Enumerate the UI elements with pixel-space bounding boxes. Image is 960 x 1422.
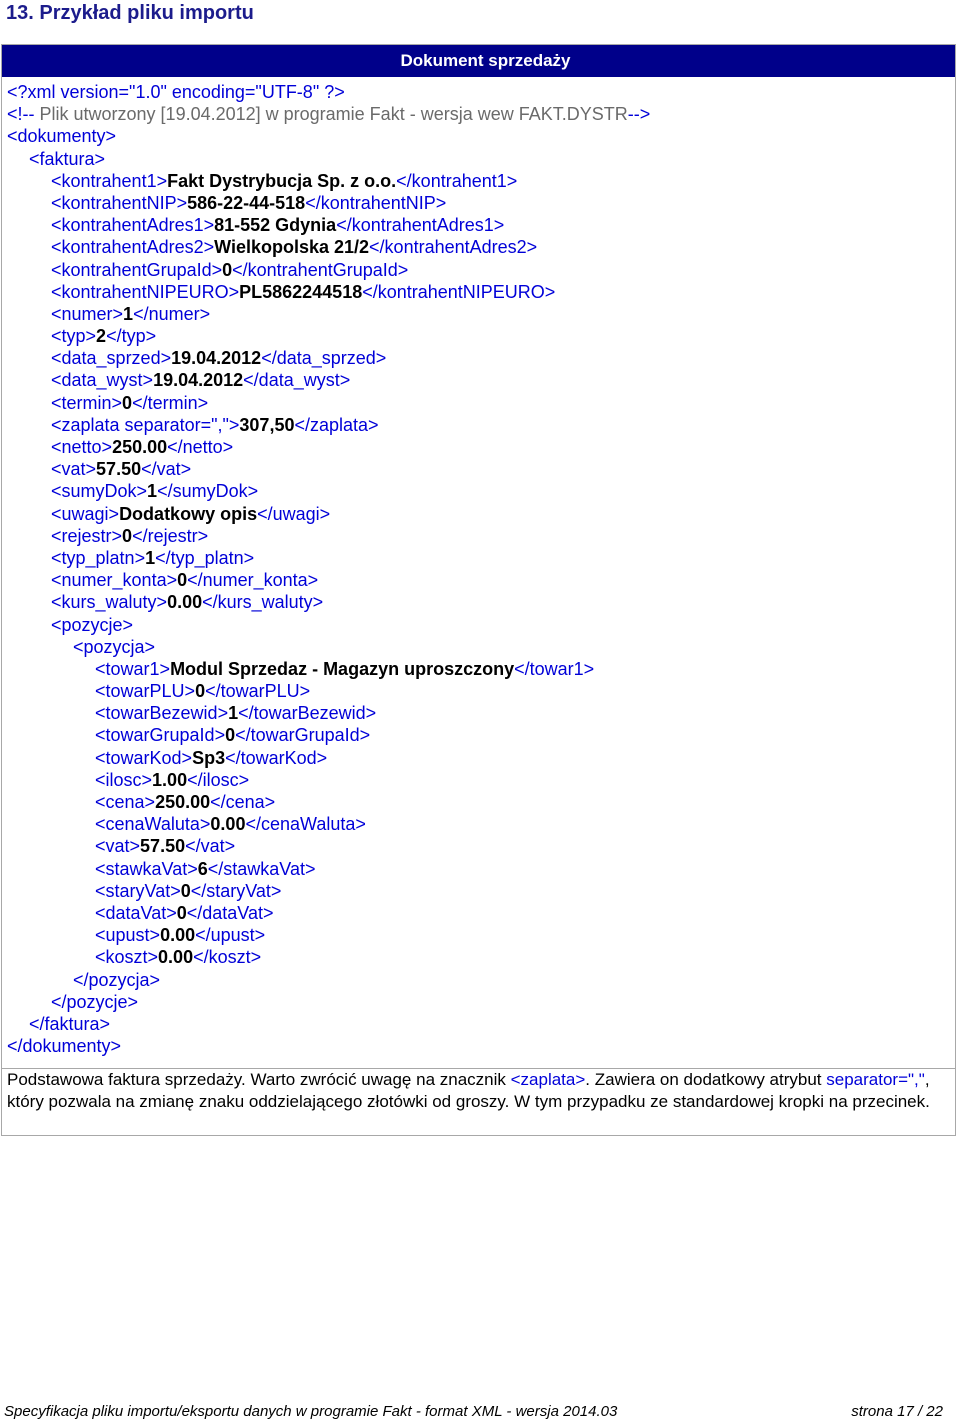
xml-markup: </dokumenty> bbox=[7, 1036, 122, 1057]
xml-markup: </ilosc> bbox=[187, 769, 250, 790]
xml-markup: <data_sprzed> bbox=[51, 348, 172, 369]
xml-value: 586-22-44-518 bbox=[187, 192, 306, 213]
xml-markup: </towarBezewid> bbox=[238, 703, 377, 724]
xml-markup: <numer_konta> bbox=[51, 570, 178, 591]
xml-value: 0 bbox=[195, 681, 206, 702]
code-line bbox=[2, 458, 955, 480]
xml-value: Sp3 bbox=[192, 747, 226, 768]
xml-value: 0.00 bbox=[158, 947, 194, 968]
code-line bbox=[2, 614, 955, 636]
code-line bbox=[2, 503, 955, 525]
description-attribute: separator="," bbox=[826, 1070, 925, 1089]
code-line bbox=[2, 103, 955, 125]
xml-markup: <koszt> bbox=[95, 947, 159, 968]
xml-markup: <pozycje> bbox=[51, 614, 134, 635]
xml-value: 307,50 bbox=[239, 414, 295, 435]
xml-value: 0 bbox=[180, 880, 191, 901]
code-line bbox=[2, 858, 955, 880]
code-line bbox=[2, 170, 955, 192]
code-line bbox=[2, 813, 955, 835]
xml-markup: </kontrahentAdres1> bbox=[336, 215, 505, 236]
xml-markup: </kontrahentAdres2> bbox=[369, 237, 538, 258]
code-line bbox=[2, 281, 955, 303]
xml-markup: </termin> bbox=[132, 392, 209, 413]
xml-value: 250.00 bbox=[155, 792, 211, 812]
xml-markup: <staryVat> bbox=[95, 880, 181, 901]
xml-markup: </upust> bbox=[195, 925, 266, 946]
xml-markup: <dataVat> bbox=[95, 902, 177, 923]
xml-value: 6 bbox=[197, 858, 208, 879]
code-line bbox=[2, 214, 955, 236]
code-line bbox=[2, 702, 955, 724]
xml-value: Fakt Dystrybucja Sp. z o.o. bbox=[167, 170, 397, 191]
xml-value: 57.50 bbox=[140, 836, 186, 857]
code-line bbox=[2, 991, 955, 1013]
xml-markup: <upust> bbox=[95, 925, 161, 946]
code-line bbox=[2, 414, 955, 436]
xml-markup: <typ_platn> bbox=[51, 547, 146, 568]
code-line bbox=[2, 880, 955, 902]
code-line bbox=[2, 525, 955, 547]
code-line bbox=[2, 835, 955, 857]
xml-value: Wielkopolska 21/2 bbox=[214, 237, 370, 258]
xml-markup: <zaplata separator=","> bbox=[51, 414, 240, 435]
xml-markup: </uwagi> bbox=[257, 503, 331, 524]
xml-markup: <cenaWaluta> bbox=[95, 814, 211, 835]
code-line bbox=[2, 1035, 955, 1057]
xml-markup: <towarKod> bbox=[95, 747, 193, 768]
xml-markup: </data_wyst> bbox=[243, 370, 351, 391]
footer-page-number: strona 17 / 22 bbox=[851, 1403, 943, 1420]
xml-value: 1 bbox=[145, 547, 156, 568]
code-line bbox=[2, 924, 955, 946]
xml-markup: <rejestr> bbox=[51, 525, 123, 546]
xml-markup: </vat> bbox=[185, 836, 236, 857]
code-line bbox=[2, 236, 955, 258]
xml-markup: <towarPLU> bbox=[95, 681, 196, 702]
xml-markup: </typ> bbox=[106, 326, 157, 347]
xml-value: Modul Sprzedaz - Magazyn uproszczony bbox=[170, 658, 515, 679]
xml-markup: </numer> bbox=[133, 303, 211, 324]
code-line bbox=[2, 724, 955, 746]
xml-markup: <numer> bbox=[51, 303, 124, 324]
code-line bbox=[2, 480, 955, 502]
code-line bbox=[2, 680, 955, 702]
xml-markup: <pozycja> bbox=[73, 636, 156, 657]
code-line bbox=[2, 791, 955, 813]
code-line bbox=[2, 325, 955, 347]
xml-markup: <ilosc> bbox=[95, 769, 153, 790]
xml-markup: <kontrahentGrupaId> bbox=[51, 259, 223, 280]
xml-markup: </vat> bbox=[141, 459, 192, 480]
code-line bbox=[2, 192, 955, 214]
code-line bbox=[2, 902, 955, 924]
code-line bbox=[2, 636, 955, 658]
xml-markup: </numer_konta> bbox=[187, 570, 319, 591]
xml-markup: <uwagi> bbox=[51, 503, 120, 524]
xml-markup: </staryVat> bbox=[190, 880, 282, 901]
xml-markup: </netto> bbox=[167, 437, 234, 457]
xml-value: 0 bbox=[122, 525, 133, 546]
xml-markup: <data_wyst> bbox=[51, 370, 154, 391]
code-line bbox=[2, 81, 955, 103]
section-title: 13. Przykład pliku importu bbox=[6, 2, 254, 24]
xml-value: 81-552 Gdynia bbox=[214, 215, 337, 236]
description bbox=[7, 1069, 949, 1112]
xml-value: 0 bbox=[222, 259, 233, 280]
xml-value: 250.00 bbox=[112, 437, 168, 457]
xml-markup: </kontrahentGrupaId> bbox=[232, 259, 409, 280]
xml-comment-text: Plik utworzony [19.04.2012] w programie Fakt - wersja wew FAKT.DYSTR bbox=[39, 104, 628, 125]
description-text-3: , który pozwala na zmianę znaku oddzielającego złotówki od groszy. W tym przypadku ze standardowej kropki na przecinek. bbox=[7, 1070, 930, 1111]
xml-markup: </kontrahentNIPEURO> bbox=[362, 281, 556, 302]
xml-value: 0.00 bbox=[160, 925, 196, 946]
xml-markup: <typ> bbox=[51, 326, 97, 347]
footer-document-title: Specyfikacja pliku importu/eksportu danych w programie Fakt - format XML - wersja 2014.03 bbox=[4, 1403, 618, 1420]
xml-markup: </data_sprzed> bbox=[261, 348, 387, 369]
xml-value: 0 bbox=[225, 725, 236, 746]
description-tag: <zaplata> bbox=[510, 1070, 586, 1089]
xml-value: 0 bbox=[176, 902, 187, 923]
xml-markup: <vat> bbox=[51, 459, 97, 480]
xml-value: 0 bbox=[177, 570, 188, 591]
xml-markup: </rejestr> bbox=[132, 525, 209, 546]
xml-value: PL5862244518 bbox=[239, 281, 363, 302]
xml-markup: <?xml version="1.0" encoding="UTF-8" ?> bbox=[7, 82, 345, 102]
xml-markup: <termin> bbox=[51, 392, 123, 413]
xml-value: 0 bbox=[122, 392, 133, 413]
xml-markup: <cena> bbox=[95, 792, 156, 812]
xml-value: 1 bbox=[228, 703, 239, 724]
box-title: Dokument sprzedaży bbox=[2, 45, 955, 77]
xml-markup: --> bbox=[627, 104, 651, 125]
code-line bbox=[2, 946, 955, 968]
xml-markup: </sumyDok> bbox=[157, 481, 259, 502]
xml-markup: </kontrahentNIP> bbox=[305, 192, 447, 213]
xml-markup: </towar1> bbox=[514, 658, 595, 679]
xml-markup: </towarKod> bbox=[225, 747, 328, 768]
xml-value: 1 bbox=[123, 303, 134, 324]
xml-markup: </cenaWaluta> bbox=[245, 814, 366, 835]
code-line bbox=[2, 1013, 955, 1035]
xml-markup: </faktura> bbox=[29, 1013, 111, 1034]
xml-markup: </stawkaVat> bbox=[207, 858, 316, 879]
xml-markup: </dataVat> bbox=[186, 902, 274, 923]
xml-markup: <stawkaVat> bbox=[95, 858, 198, 879]
xml-markup: </pozycje> bbox=[51, 991, 139, 1012]
xml-markup: <sumyDok> bbox=[51, 481, 148, 502]
xml-markup: <netto> bbox=[51, 437, 113, 457]
code-line bbox=[2, 259, 955, 281]
code-line bbox=[2, 436, 955, 458]
xml-markup: <kontrahentNIP> bbox=[51, 192, 188, 213]
example-box bbox=[1, 44, 956, 1136]
xml-value: Dodatkowy opis bbox=[119, 503, 258, 524]
xml-value: 0.00 bbox=[167, 592, 203, 613]
xml-markup: <towarGrupaId> bbox=[95, 725, 226, 746]
xml-markup: <vat> bbox=[95, 836, 141, 857]
xml-value: 1 bbox=[147, 481, 158, 502]
xml-value: 0.00 bbox=[210, 814, 246, 835]
xml-value: 1.00 bbox=[152, 769, 188, 790]
xml-markup: <towarBezewid> bbox=[95, 703, 229, 724]
description-text-2: . Zawiera on dodatkowy atrybut bbox=[585, 1070, 827, 1089]
xml-markup: </towarPLU> bbox=[205, 681, 311, 702]
code-line bbox=[2, 125, 955, 147]
xml-markup: <dokumenty> bbox=[7, 126, 117, 147]
xml-markup: <kontrahentNIPEURO> bbox=[51, 281, 240, 302]
code-line bbox=[2, 569, 955, 591]
code-line bbox=[2, 658, 955, 680]
code-line bbox=[2, 547, 955, 569]
description-text-1: Podstawowa faktura sprzedaży. Warto zwrócić uwagę na znacznik bbox=[7, 1070, 511, 1089]
code-line bbox=[2, 591, 955, 613]
xml-markup: </typ_platn> bbox=[155, 547, 255, 568]
code-line bbox=[2, 148, 955, 170]
xml-markup: <kontrahentAdres1> bbox=[51, 215, 215, 236]
xml-value: 57.50 bbox=[96, 459, 142, 480]
xml-markup: </cena> bbox=[210, 792, 276, 812]
code-line bbox=[2, 769, 955, 791]
code-line bbox=[2, 347, 955, 369]
xml-markup: </towarGrupaId> bbox=[235, 725, 371, 746]
xml-value: 19.04.2012 bbox=[153, 370, 244, 391]
code-line bbox=[2, 369, 955, 391]
xml-markup: <faktura> bbox=[29, 148, 106, 169]
code-line bbox=[2, 303, 955, 325]
xml-markup: <kontrahentAdres2> bbox=[51, 237, 215, 258]
xml-markup: </zaplata> bbox=[294, 414, 379, 435]
xml-markup: </kurs_waluty> bbox=[202, 592, 324, 613]
code-line bbox=[2, 747, 955, 769]
code-line bbox=[2, 392, 955, 414]
xml-markup: </kontrahent1> bbox=[396, 170, 518, 191]
xml-code-listing bbox=[2, 77, 955, 1057]
xml-markup: </pozycja> bbox=[73, 969, 161, 990]
xml-markup: <towar1> bbox=[95, 658, 171, 679]
code-line bbox=[2, 969, 955, 991]
xml-value: 19.04.2012 bbox=[171, 348, 262, 369]
xml-markup: </koszt> bbox=[193, 947, 262, 968]
xml-markup: <!-- bbox=[7, 104, 40, 125]
xml-value: 2 bbox=[96, 326, 107, 347]
xml-markup: <kurs_waluty> bbox=[51, 592, 168, 613]
xml-markup: <kontrahent1> bbox=[51, 170, 168, 191]
